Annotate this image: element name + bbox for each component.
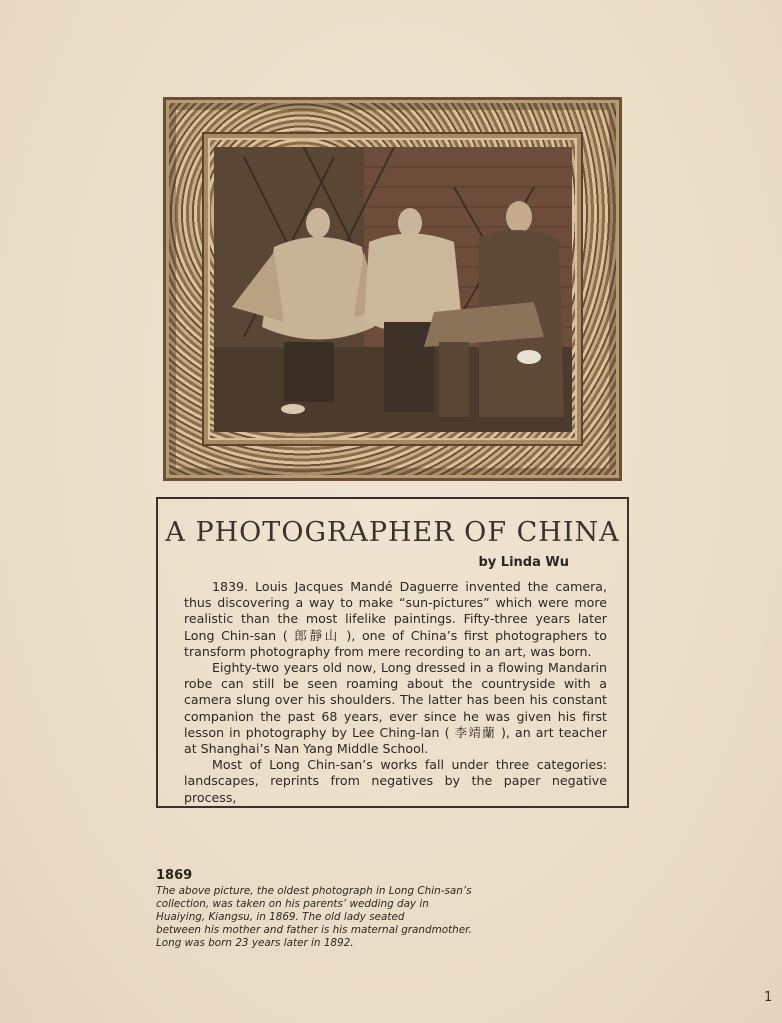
page-number: 1 <box>764 990 773 1005</box>
caption-line: between his mother and father is his maternal grandmother. <box>156 924 472 936</box>
article-paragraph: 1839. Louis Jacques Mandé Daguerre invented the camera, thus discovering a way to make “sun-pictures” which were more realistic than the most lifelike paintings. Fifty-three years later Long Chin-san ( 郎靜山 ), one of China’s first photographers to transform photography from mere recording to an art, was born. <box>184 579 607 659</box>
caption-line: The above picture, the oldest photograph in Long Chin-san’s <box>156 885 472 897</box>
caption-year: 1869 <box>156 868 193 883</box>
caption-line: collection, was taken on his parents’ wedding day in <box>156 898 429 910</box>
caption-line: Huaiying, Kiangsu, in 1869. The old lady seated <box>156 911 405 923</box>
caption-line: Long was born 23 years later in 1892. <box>156 937 354 949</box>
article-byline: by Linda Wu <box>478 555 569 570</box>
article-paragraph: Most of Long Chin-san’s works fall under three categories: landscapes, reprints from negatives by the paper negative process, <box>184 757 607 805</box>
article-title: A PHOTOGRAPHER OF CHINA <box>165 517 620 548</box>
photo-caption <box>156 868 516 950</box>
wedding-photograph <box>214 147 572 432</box>
caption-text <box>156 885 516 950</box>
photograph-illustration <box>214 147 572 432</box>
article-body <box>184 579 607 806</box>
article-box <box>156 497 629 808</box>
article-paragraph: Eighty-two years old now, Long dressed in a flowing Mandarin robe can still be seen roaming about the countryside with a camera slung over his shoulders. The latter has been his constant companion the past 68 years, ever since he was given his first lesson in photography by Lee Ching-lan ( 李靖蘭 ), an art teacher at Shanghai’s Nan Yang Middle School. <box>184 660 607 757</box>
